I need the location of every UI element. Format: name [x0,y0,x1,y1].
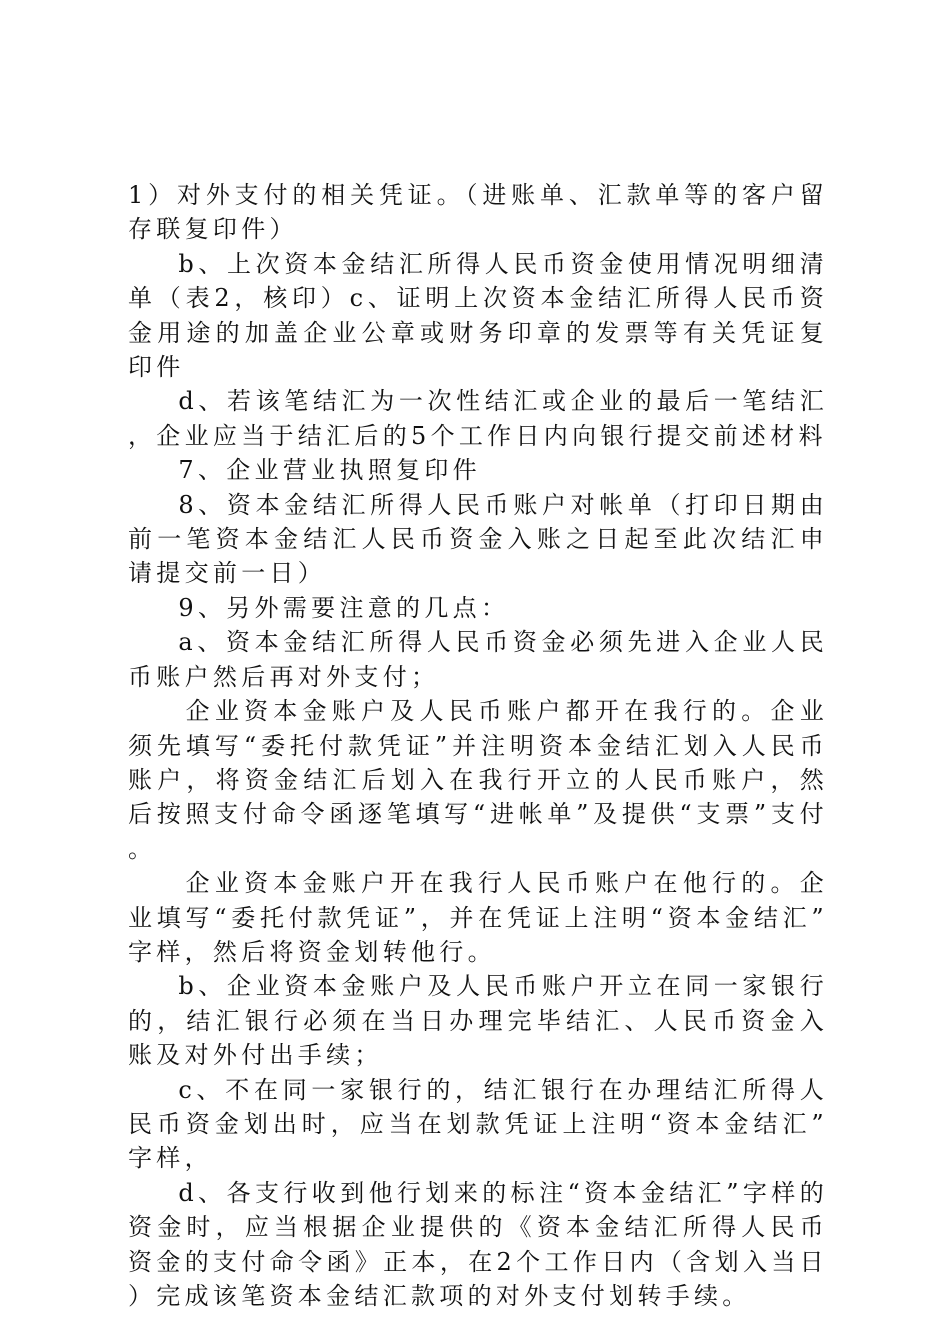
paragraph-same-bank-accounts: 企业资本金账户及人民币账户都开在我行的。企业须先填写“委托付款凭证”并注明资本金结汇划入人民币账户，将资金结汇后划入在我行开立的人民币账户，然后按照支付命令函逐笔填写“进帐单”及提供“支票”支付。 [128,697,828,863]
paragraph-note-b: b、企业资本金账户及人民币账户开立在同一家银行的，结汇银行必须在当日办理完毕结汇、人民币资金入账及对外付出手续； [128,972,828,1070]
paragraph-other-bank-account: 企业资本金账户开在我行人民币账户在他行的。企业填写“委托付款凭证”，并在凭证上注明“资本金结汇”字样，然后将资金划转他行。 [128,869,828,966]
paragraph-business-license: 7、企业营业执照复印件 [178,456,481,485]
paragraph-note-a: a、资本金结汇所得人民币资金必须先进入企业人民币账户然后再对外支付； [128,628,828,691]
paragraph-note-d: d、各支行收到他行划来的标注“资本金结汇”字样的资金时，应当根据企业提供的《资本金结汇所得人民币资金的支付命令函》正本，在2个工作日内（含划入当日）完成该笔资本金结汇款项的对外支付划转手续。 [128,1178,828,1310]
paragraph-notes-heading: 9、另外需要注意的几点： [178,593,510,622]
paragraph-note-c: c、不在同一家银行的，结汇银行在办理结汇所得人民币资金划出时，应当在划款凭证上注明“资本金结汇”字样， [128,1075,828,1173]
paragraph-foreign-payment-vouchers: 1）对外支付的相关凭证。（进账单、汇款单等的客户留存联复印件） [128,181,828,244]
paragraph-final-settlement-deadline: d、若该笔结汇为一次性结汇或企业的最后一笔结汇，企业应当于结汇后的5个工作日内向银行提交前述材料 [128,387,828,450]
paragraph-account-statement: 8、资本金结汇所得人民币账户对帐单（打印日期由前一笔资本金结汇人民币资金入账之日起至此次结汇申请提交前一日） [128,490,828,588]
document-body [128,178,828,1313]
paragraph-usage-detail-list: b、上次资本金结汇所得人民币资金使用情况明细清单（表2，核印）c、证明上次资本金结汇所得人民币资金用途的加盖企业公章或财务印章的发票等有关凭证复印件 [128,249,828,382]
